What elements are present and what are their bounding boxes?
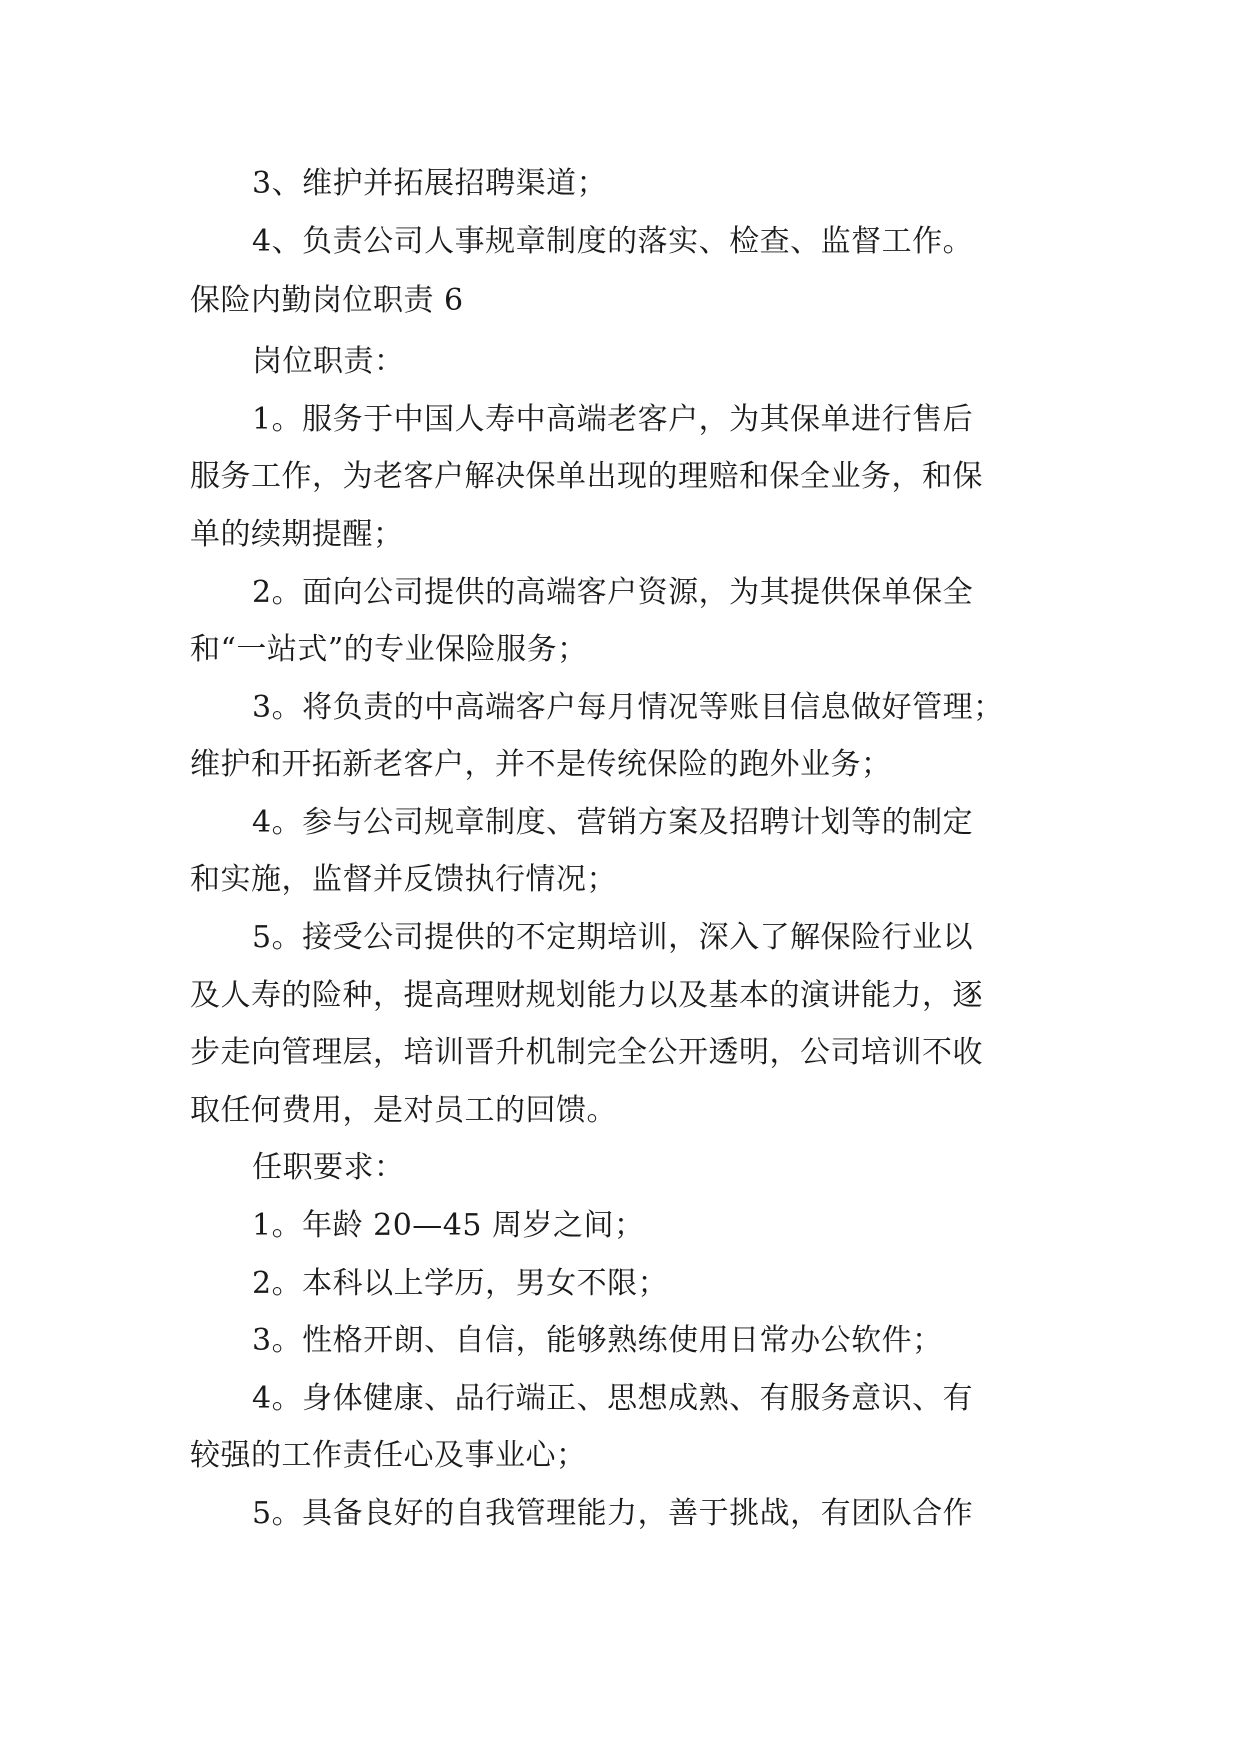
text-line: 5。接受公司提供的不定期培训，深入了解保险行业以 — [252, 920, 974, 955]
text-line: 3、维护并拓展招聘渠道； — [252, 166, 608, 201]
text-line: 步走向管理层，培训晋升机制完全公开透明，公司培训不收 — [190, 1035, 983, 1070]
text-line: 1。服务于中国人寿中高端老客户，为其保单进行售后 — [252, 402, 974, 437]
section-heading: 保险内勤岗位职责 6 — [190, 283, 464, 318]
subheading: 岗位职责： — [252, 344, 405, 379]
text-line: 3。性格开朗、自信，能够熟练使用日常办公软件； — [252, 1323, 943, 1358]
text-line: 4。参与公司规章制度、营销方案及招聘计划等的制定 — [252, 805, 974, 840]
text-line: 3。将负责的中高端客户每月情况等账目信息做好管理； — [252, 690, 1004, 725]
text-line: 2。本科以上学历，男女不限； — [252, 1266, 669, 1301]
text-line: 取任何费用，是对员工的回馈。 — [190, 1093, 617, 1128]
subheading: 任职要求： — [252, 1150, 405, 1185]
text-line: 和实施，监督并反馈执行情况； — [190, 862, 617, 897]
text-line: 和“一站式”的专业保险服务； — [190, 632, 588, 667]
text-line: 4。身体健康、品行端正、思想成熟、有服务意识、有 — [252, 1381, 974, 1416]
text-line: 1。年龄 20—45 周岁之间； — [252, 1208, 645, 1243]
text-line: 较强的工作责任心及事业心； — [190, 1438, 587, 1473]
text-line: 2。面向公司提供的高端客户资源，为其提供保单保全 — [252, 575, 974, 610]
text-line: 5。具备良好的自我管理能力，善于挑战，有团队合作 — [252, 1496, 974, 1531]
text-line: 4、负责公司人事规章制度的落实、检查、监督工作。 — [252, 224, 974, 259]
text-line: 单的续期提醒； — [190, 517, 404, 552]
text-line: 维护和开拓新老客户，并不是传统保险的跑外业务； — [190, 747, 892, 782]
text-line: 服务工作，为老客户解决保单出现的理赔和保全业务，和保 — [190, 459, 983, 494]
text-line: 及人寿的险种，提高理财规划能力以及基本的演讲能力，逐 — [190, 978, 983, 1013]
